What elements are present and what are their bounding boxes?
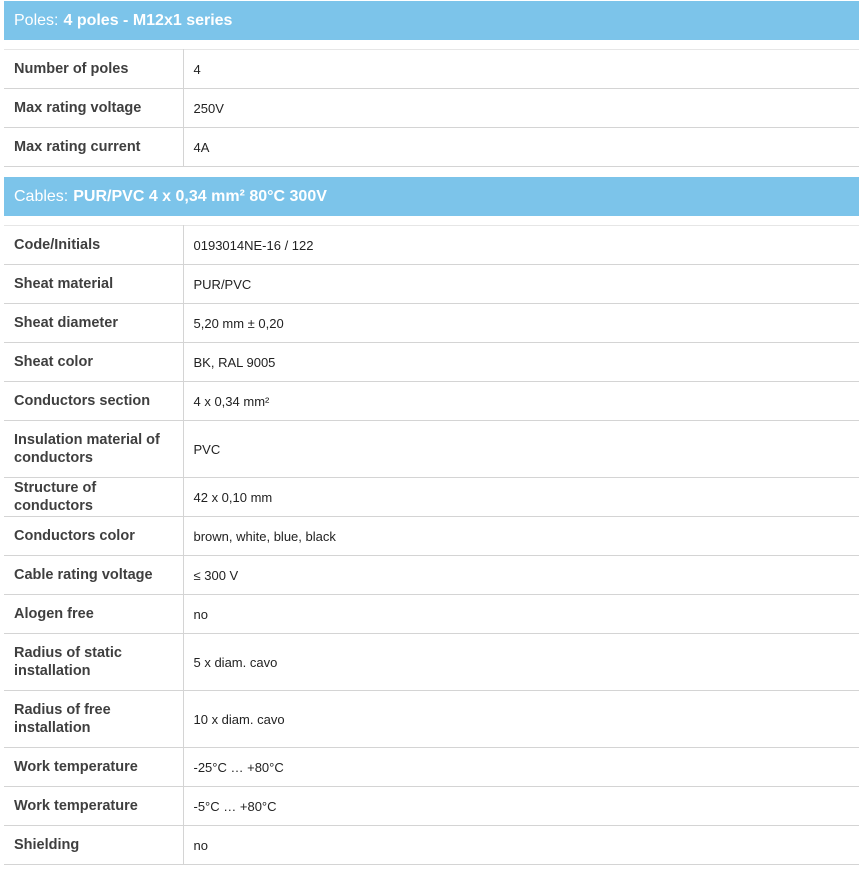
table-row: [4, 826, 859, 865]
spec-key: Cable rating voltage: [4, 556, 183, 595]
table-row: [4, 556, 859, 595]
table-row: [4, 50, 859, 89]
poles-header-label: Poles:: [14, 11, 59, 29]
spec-key: Sheat color: [4, 343, 183, 382]
poles-table: [4, 49, 859, 167]
poles-section-header: [4, 1, 859, 40]
cables-section-header: [4, 177, 859, 216]
table-row: [4, 517, 859, 556]
table-row: [4, 748, 859, 787]
spec-key: Radius of free installation: [4, 691, 183, 748]
table-row: [4, 343, 859, 382]
spec-key: Sheat material: [4, 265, 183, 304]
spec-key: Conductors section: [4, 382, 183, 421]
spec-key: Alogen free: [4, 595, 183, 634]
table-row: [4, 382, 859, 421]
table-row: [4, 128, 859, 167]
spec-value: 5 x diam. cavo: [183, 634, 859, 691]
spec-key: Code/Initials: [4, 226, 183, 265]
spec-value: 4A: [183, 128, 859, 167]
spec-value: 4: [183, 50, 859, 89]
spec-value: 250V: [183, 89, 859, 128]
spec-key: Structure of conductors: [4, 478, 183, 517]
table-row: [4, 421, 859, 478]
spec-value: -5°C … +80°C: [183, 787, 859, 826]
spec-key: Shielding: [4, 826, 183, 865]
spec-value: 0193014NE-16 / 122: [183, 226, 859, 265]
spec-value: PUR/PVC: [183, 265, 859, 304]
spec-value: PVC: [183, 421, 859, 478]
table-row: [4, 89, 859, 128]
cables-table: [4, 225, 859, 865]
spec-value: brown, white, blue, black: [183, 517, 859, 556]
table-row: [4, 787, 859, 826]
spec-value: 4 x 0,34 mm²: [183, 382, 859, 421]
cables-header-label: Cables:: [14, 187, 69, 205]
spec-value: no: [183, 826, 859, 865]
spec-key: Number of poles: [4, 50, 183, 89]
spec-value: -25°C … +80°C: [183, 748, 859, 787]
spec-key: Max rating current: [4, 128, 183, 167]
spec-key: Work temperature: [4, 787, 183, 826]
spec-key: Conductors color: [4, 517, 183, 556]
spec-value: ≤ 300 V: [183, 556, 859, 595]
spec-key: Max rating voltage: [4, 89, 183, 128]
table-row: [4, 691, 859, 748]
spec-key: Work temperature: [4, 748, 183, 787]
table-row: [4, 595, 859, 634]
cables-header-value: PUR/PVC 4 x 0,34 mm² 80°C 300V: [73, 187, 327, 205]
spec-value: BK, RAL 9005: [183, 343, 859, 382]
table-row: [4, 265, 859, 304]
spec-key: Sheat diameter: [4, 304, 183, 343]
table-row: [4, 634, 859, 691]
table-row: [4, 226, 859, 265]
spec-key: Insulation material of conductors: [4, 421, 183, 478]
table-row: [4, 478, 859, 517]
spec-value: no: [183, 595, 859, 634]
spec-value: 10 x diam. cavo: [183, 691, 859, 748]
table-row: [4, 304, 859, 343]
poles-header-value: 4 poles - M12x1 series: [63, 11, 233, 29]
spec-value: 5,20 mm ± 0,20: [183, 304, 859, 343]
spec-key: Radius of static installation: [4, 634, 183, 691]
spec-value: 42 x 0,10 mm: [183, 478, 859, 517]
